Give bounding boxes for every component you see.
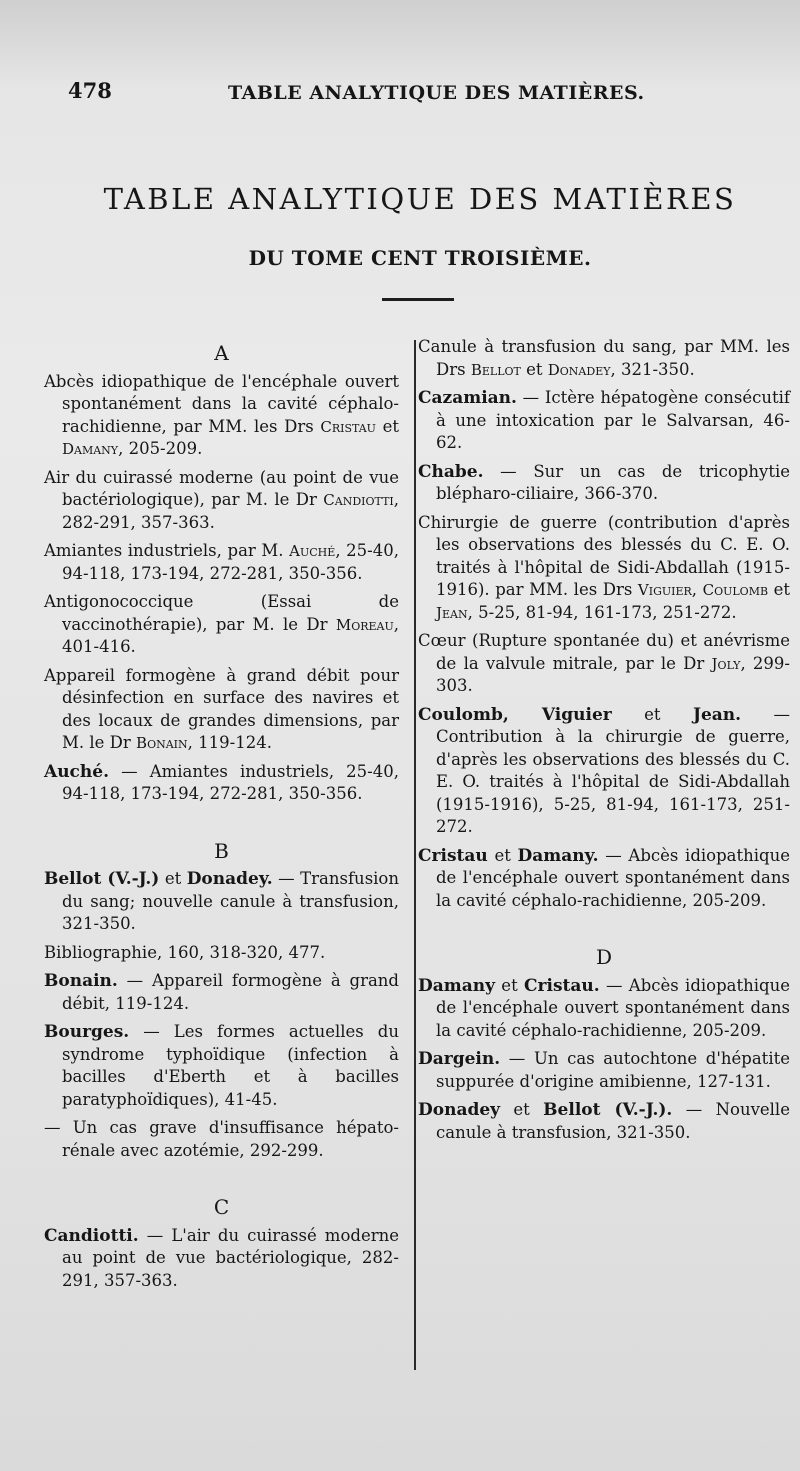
index-entry — [418, 845, 790, 913]
entry-text: et — [375, 416, 399, 436]
entry-heading: Cristau. — [524, 975, 600, 996]
entry-text: et — [495, 975, 525, 995]
author-name: Coulomb — [702, 581, 769, 599]
index-entry — [418, 704, 790, 839]
entry-heading: Dargein. — [418, 1049, 501, 1069]
index-entry — [418, 512, 790, 625]
entry-heading: Jean. — [692, 704, 742, 725]
index-entry — [44, 970, 399, 1015]
entry-heading: Bellot (V.-J.). — [543, 1100, 673, 1120]
entry-pages: , 321-350. — [610, 359, 695, 379]
entry-pages: , 119-124. — [187, 733, 272, 752]
entry-text: Amiantes industriels, par M. — [44, 541, 290, 560]
left-column — [44, 336, 399, 1298]
index-entry — [44, 1117, 399, 1162]
entry-text: — Contribution à la chirurgie de guerre, d'après les observations des blessés du C. E. O. traités à l'hôpital de Sidi-Abdallah (1915-1916), 5-25, 81-94, 161-173, 251-272. — [436, 704, 790, 836]
entry-heading: Bonain. — [44, 971, 118, 991]
author-name: Donadey — [547, 360, 611, 379]
column-divider — [414, 340, 416, 1370]
entry-text: — Un cas autochtone d'hépatite suppurée d'origine amibienne, 127-131. — [436, 1049, 790, 1091]
index-entry — [418, 387, 790, 455]
author-name: Viguier — [637, 581, 692, 599]
entry-heading: Donadey. — [186, 869, 273, 889]
entry-text: et — [611, 704, 693, 724]
entry-text: et — [487, 845, 518, 865]
running-header — [0, 78, 800, 108]
index-entry — [44, 371, 399, 461]
entry-text: et — [520, 359, 548, 379]
entry-text: — Amiantes industriels, 25-40, 94-118, 173-194, 272-281, 350-356. — [62, 761, 399, 803]
index-entry — [44, 665, 399, 755]
author-name: Moreau — [335, 615, 394, 634]
entry-text: — Abcès idiopathique de l'encéphale ouvert spontanément dans la cavité céphalo-rachidienne, 205-209. — [436, 975, 790, 1040]
entry-heading: Cazamian. — [418, 388, 517, 408]
author-name: Bellot — [470, 360, 521, 379]
entry-text: — Appareil formogène à grand débit, 119-124. — [62, 971, 399, 1013]
index-entry — [44, 1225, 399, 1293]
author-name: Jean — [436, 603, 468, 622]
entry-pages: , 401-416. — [62, 614, 399, 656]
author-name: Damany — [62, 440, 119, 458]
entry-heading: Damany. — [517, 845, 599, 866]
subtitle: DU TOME CENT TROISIÈME. — [248, 246, 592, 270]
entry-heading: Donadey — [418, 1100, 501, 1120]
index-entry — [44, 868, 399, 936]
index-entry — [418, 336, 790, 381]
right-column — [418, 336, 790, 1150]
entry-heading: Coulomb, Viguier — [418, 704, 612, 725]
entry-pages: , 25-40, 94-118, 173-194, 272-281, 350-356. — [62, 541, 399, 583]
entry-heading: Damany — [418, 975, 495, 996]
entry-text: — Les formes actuelles du syndrome typhoïdique (infection à bacilles d'Eberth et à bacilles paratyphoïdiques), 41-45. — [62, 1022, 399, 1109]
entry-text: et — [159, 869, 187, 888]
index-entry — [418, 630, 790, 698]
index-entry — [418, 1048, 790, 1093]
main-title: TABLE ANALYTIQUE DES MATIÈRES — [103, 182, 737, 216]
index-entry — [44, 540, 399, 585]
entry-text: Chirurgie de guerre (contribution d'après les observations des blessés du C. E. O. traités à l'hôpital de Sidi-Abdallah (1915-1916). par MM. les Drs — [418, 512, 790, 599]
page-number: 478 — [68, 78, 112, 103]
entry-heading: Auché. — [44, 761, 109, 782]
entry-heading: Candiotti. — [44, 1225, 139, 1246]
entry-text: , — [691, 580, 703, 599]
section-letter-a: A — [214, 341, 229, 365]
index-entry — [418, 1099, 790, 1144]
index-entry — [44, 942, 399, 965]
section-letter-d: D — [595, 945, 613, 969]
running-title: TABLE ANALYTIQUE DES MATIÈRES. — [228, 82, 645, 104]
index-entry — [418, 975, 790, 1043]
section-letter-c: C — [213, 1195, 230, 1219]
entry-text: — Un cas grave d'insuffisance hépato-rénale avec azotémie, 292-299. — [44, 1118, 399, 1160]
index-entry — [44, 591, 399, 659]
entry-heading: Chabe. — [418, 461, 484, 482]
entry-text: — Sur un cas de tricophytie blépharo-ciliaire, 366-370. — [436, 461, 790, 503]
entry-text: Antigonococcique (Essai de vaccinothérapie), par M. le Dr — [44, 592, 399, 634]
entry-text: et — [500, 1100, 544, 1119]
entry-text: — Abcès idiopathique de l'encéphale ouvert spontanément dans la cavité céphalo-rachidienne, 205-209. — [436, 845, 790, 910]
entry-text: — Nouvelle canule à transfusion, 321-350. — [436, 1100, 790, 1142]
index-entry — [418, 461, 790, 506]
entry-heading: Bellot (V.-J.) — [44, 869, 160, 889]
entry-pages: , 299-303. — [436, 653, 791, 695]
index-entry — [44, 1021, 399, 1111]
author-name: Bonain — [136, 734, 188, 752]
entry-pages: , 205-209. — [118, 439, 203, 458]
entry-text: Bibliographie, 160, 318-320, 477. — [44, 942, 326, 962]
author-name: Joly — [711, 654, 741, 673]
entry-text: Appareil formogène à grand débit pour désinfection en surface des navires et des locaux de grandes dimensions, par M. le Dr — [44, 665, 399, 752]
author-name: Candiotti — [323, 491, 394, 509]
entry-text: Cœur (Rupture spontanée du) et anévrisme de la valvule mitrale, par le Dr — [418, 631, 790, 673]
entry-text: — Ictère hépatogène consécutif à une intoxication par le Salvarsan, 46-62. — [436, 388, 790, 452]
entry-pages: , 5-25, 81-94, 161-173, 251-272. — [467, 602, 737, 622]
index-entry — [44, 467, 399, 535]
entry-text: Canule à transfusion du sang, par MM. les Drs — [418, 337, 790, 379]
section-letter-b: B — [214, 838, 229, 863]
author-name: Cristau — [320, 417, 376, 436]
entry-text: Abcès idiopathique de l'encéphale ouvert spontanément dans la cavité céphalo-rachidienne, par MM. les Drs — [44, 371, 399, 436]
entry-text: — Transfusion du sang; nouvelle canule à transfusion, 321-350. — [62, 869, 399, 933]
entry-heading: Cristau — [418, 845, 488, 866]
entry-text: et — [768, 580, 791, 599]
entry-heading: Bourges. — [44, 1022, 130, 1042]
entry-pages: , 282-291, 357-363. — [62, 490, 399, 532]
author-name: Auché — [289, 542, 336, 560]
entry-text: — L'air du cuirassé moderne au point de vue bactériologique, 282-291, 357-363. — [62, 1225, 399, 1290]
entry-text: Air du cuirassé moderne (au point de vue bactériologique), par M. le Dr — [44, 467, 399, 509]
title-rule — [382, 298, 454, 301]
index-entry — [44, 761, 399, 806]
